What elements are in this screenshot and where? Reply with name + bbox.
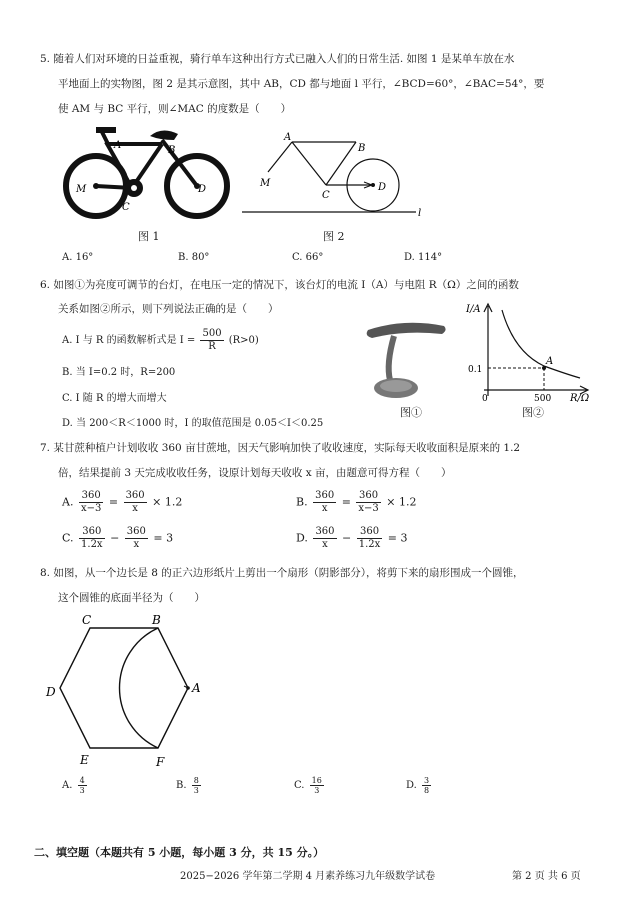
- q7-option-b: [296, 490, 417, 515]
- fraction-numerator: 360: [79, 490, 103, 503]
- graph-y-tick: 0.1: [468, 365, 483, 375]
- fig1-label-d: D: [198, 184, 207, 195]
- fraction-numerator: 4: [79, 776, 85, 785]
- q6-line-2: 关系如图②所示，则下列说法正确的是（ ）: [58, 303, 279, 315]
- q8-option-b: [176, 776, 203, 795]
- q8-option-d: [406, 776, 433, 795]
- fig1-label-m: M: [76, 184, 87, 195]
- graph-x-tick: 500: [534, 394, 552, 402]
- q7-option-c: [62, 526, 173, 551]
- bicycle-photo-figure: [62, 122, 232, 224]
- graph-x-label: R/Ω: [570, 393, 590, 402]
- graph-point-a-label: A: [546, 356, 554, 367]
- q6-fig1-caption: 图①: [400, 406, 422, 419]
- fraction-2: [125, 526, 148, 551]
- fig2-label-b: B: [358, 143, 366, 154]
- q5-line-2: 平地面上的实物图，图 2 是其示意图，其中 AB，CD 都与地面 l 平行，∠BCD=60°，∠BAC=54°，要: [58, 78, 545, 90]
- tail: = 3: [387, 531, 408, 545]
- hex-label-d: D: [46, 685, 56, 699]
- q6-line-1: 6. 如图①为亮度可调节的台灯，在电压一定的情况下，该台灯的电流 I（A）与电阻 R（Ω）之间的函数: [40, 279, 519, 291]
- current-resistance-graph: [462, 300, 602, 402]
- fraction-denominator: R: [208, 341, 216, 352]
- q6-option-d: D. 当 200＜R＜1000 时，I 的取值范围是 0.05＜I＜0.25: [62, 418, 324, 429]
- q5-option-d: D. 114°: [404, 252, 443, 263]
- q6-option-a-fraction: [200, 328, 223, 353]
- fraction-denominator: x: [321, 503, 328, 514]
- fraction-numerator: 360: [126, 526, 146, 537]
- fraction-2: [357, 526, 383, 551]
- q6-option-b: B. 当 I=0.2 时，R=200: [62, 367, 176, 378]
- q5-option-b: B. 80°: [178, 252, 210, 263]
- tail: = 3: [153, 531, 174, 545]
- q6-option-a: [62, 328, 259, 353]
- desk-lamp-icon: [367, 323, 446, 398]
- operator: =: [108, 495, 119, 509]
- fig1-label-a: A: [114, 140, 122, 151]
- hex-label-f: F: [156, 755, 165, 769]
- q5-option-a: A. 16°: [62, 252, 94, 263]
- fig1-caption: 图 1: [138, 230, 160, 243]
- graph-y-label: I/A: [466, 304, 481, 315]
- q8-line-2: 这个圆锥的底面半径为（ ）: [58, 592, 205, 604]
- fraction-numerator: 500: [202, 328, 222, 339]
- bicycle-schematic-figure: [240, 128, 430, 224]
- fraction-denominator: 1.2x: [81, 539, 103, 550]
- fig2-label-m: M: [260, 178, 271, 189]
- fig1-label-c: C: [122, 202, 130, 213]
- fraction-numerator: 360: [356, 490, 380, 503]
- option-label: C.: [62, 531, 74, 545]
- fraction-numerator: 3: [424, 776, 430, 785]
- hexagon-sector-figure: [40, 606, 220, 772]
- q5-line-3: 使 AM 与 BC 平行，则∠MAC 的度数是（ ）: [58, 103, 292, 115]
- hex-label-b: B: [152, 613, 161, 627]
- q5-option-c: C. 66°: [292, 252, 324, 263]
- q8-line-1: 8. 如图，从一个边长是 8 的正六边形纸片上剪出一个扇形（阴影部分），将剪下来的扇形围成一个圆锥，: [40, 567, 524, 579]
- fraction-numerator: 360: [79, 526, 105, 539]
- hex-label-a: A: [192, 681, 201, 695]
- fraction-numerator: 16: [311, 776, 322, 785]
- fraction-denominator: x−3: [80, 503, 102, 514]
- q7-line-1: 7. 某甘蔗种植户计划收收 360 亩甘蔗地，因天气影响加快了收收速度，实际每天收收面积是原来的 1.2: [40, 442, 521, 454]
- q7-option-d: [296, 526, 408, 551]
- fraction-denominator: 3: [79, 786, 85, 795]
- option-label: D.: [406, 780, 417, 791]
- q8-option-c: [294, 776, 326, 795]
- option-label: A.: [62, 495, 74, 509]
- fig2-label-a: A: [284, 132, 292, 143]
- fraction-denominator: x−3: [358, 503, 379, 514]
- q6-option-c: C. I 随 R 的增大而增大: [62, 393, 167, 404]
- option-fraction: [310, 776, 324, 795]
- fraction-1: [313, 526, 336, 551]
- operator: −: [342, 531, 352, 545]
- q5-line-1: 5. 随着人们对环境的日益重视，骑行单车这种出行方式已融入人们的日常生活. 如图 1 是某单车放在水: [40, 53, 515, 65]
- fraction-2: [356, 490, 380, 515]
- q6-option-a-text: A. I 与 R 的函数解析式是 I =: [62, 335, 196, 346]
- option-fraction: [192, 776, 201, 795]
- fraction-denominator: x: [322, 539, 328, 550]
- option-label: D.: [296, 531, 308, 545]
- operator: −: [110, 531, 120, 545]
- fig2-label-c: C: [322, 190, 330, 201]
- fraction-1: [79, 526, 105, 551]
- graph-origin: 0: [482, 394, 488, 402]
- q8-option-a: [62, 776, 89, 795]
- option-label: B.: [296, 495, 308, 509]
- sector-arc: [119, 628, 158, 748]
- fraction-denominator: x: [133, 539, 140, 550]
- fraction-numerator: 360: [125, 490, 145, 501]
- fraction-1: [79, 490, 103, 515]
- fraction-numerator: 8: [193, 776, 199, 785]
- bicycle-icon: [66, 127, 227, 216]
- fraction-denominator: 3: [193, 786, 199, 795]
- fraction-numerator: 360: [315, 490, 335, 501]
- fraction-numerator: 360: [357, 526, 383, 539]
- footer-page-number: 第 2 页 共 6 页: [512, 871, 581, 882]
- operator: =: [341, 495, 351, 509]
- regular-hexagon: [60, 628, 188, 748]
- fig2-caption: 图 2: [323, 230, 345, 243]
- option-label: B.: [176, 780, 187, 791]
- section-2-heading: 二、填空题（本题共有 5 小题，每小题 3 分，共 15 分。）: [34, 846, 325, 859]
- footer-exam-title: 2025−2026 学年第二学期 4 月素养练习九年级数学试卷: [180, 871, 436, 882]
- fraction-1: [313, 490, 336, 515]
- q7-line-2: 倍，结果提前 3 天完成收收任务，设原计划每天收收 x 亩，由题意可得方程（ ）: [58, 467, 452, 479]
- fraction-denominator: 8: [424, 786, 430, 795]
- fig1-label-b: B: [168, 145, 176, 156]
- q7-option-a: [62, 490, 182, 515]
- fraction-2: [124, 490, 147, 515]
- fraction-denominator: 1.2x: [358, 539, 381, 550]
- fraction-denominator: 3: [314, 786, 320, 795]
- tail: × 1.2: [152, 495, 183, 509]
- option-label: A.: [62, 780, 73, 791]
- q6-fig2-caption: 图②: [522, 406, 544, 419]
- fig2-label-d: D: [378, 182, 387, 193]
- hex-label-e: E: [80, 753, 89, 767]
- fig2-label-l: l: [418, 208, 422, 219]
- option-label: C.: [294, 780, 305, 791]
- tail: × 1.2: [386, 495, 417, 509]
- fraction-denominator: x: [132, 503, 138, 514]
- option-fraction: [422, 776, 431, 795]
- fraction-numerator: 360: [315, 526, 335, 537]
- desk-lamp-photo: [364, 316, 450, 402]
- option-fraction: [78, 776, 87, 795]
- q6-option-a-condition: (R>0): [228, 335, 259, 346]
- hex-label-c: C: [82, 613, 92, 627]
